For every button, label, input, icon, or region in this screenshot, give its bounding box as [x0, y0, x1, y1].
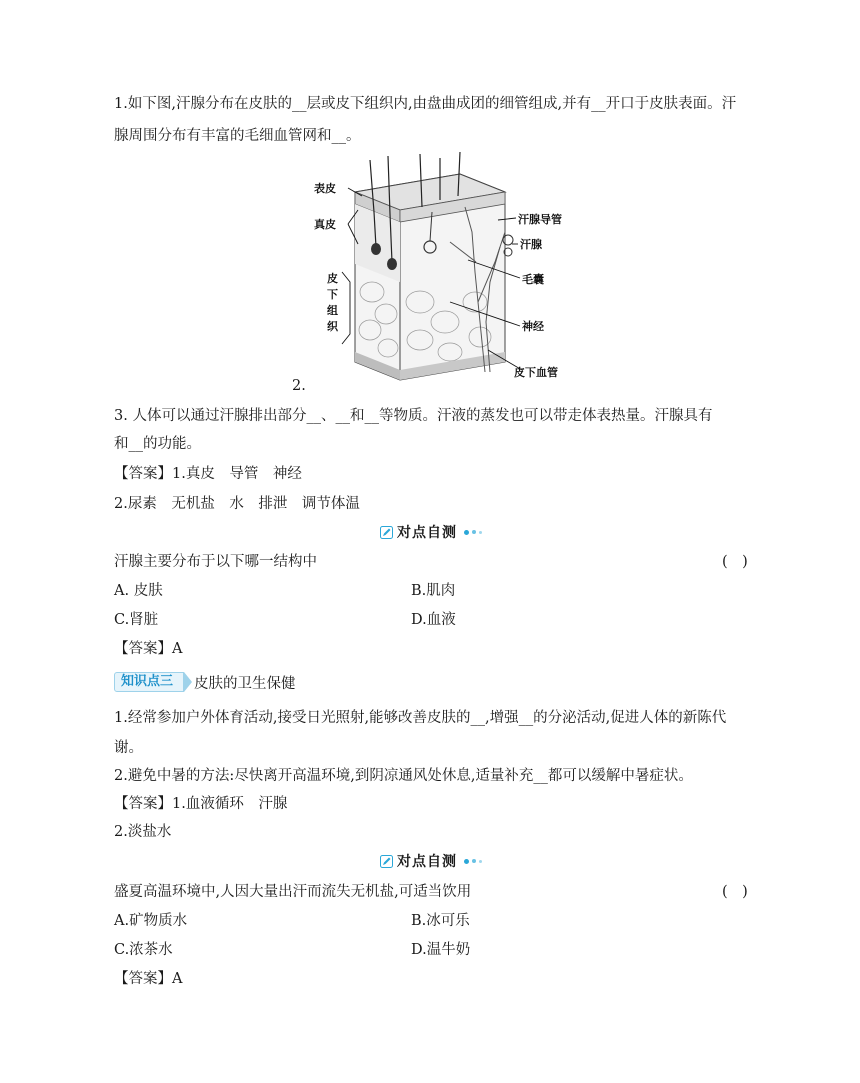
edit-icon: [380, 526, 393, 539]
knowledge-point-title: 皮肤的卫生保健: [194, 675, 296, 692]
edit-icon: [380, 855, 393, 868]
option-a: A. 皮肤: [114, 583, 163, 599]
question-1-line-1: 1.如下图,汗腺分布在皮肤的__层或皮下组织内,由盘曲成团的细管组成,并有__开口于皮肤表面。汗: [114, 96, 737, 112]
answer-line-1: 【答案】1.真皮 导管 神经: [114, 466, 302, 482]
knowledge-point-heading: [114, 672, 296, 692]
section-3-answer-line-1: 【答案】1.血液循环 汗腺: [114, 796, 288, 812]
answer-line-2: 2.尿素 无机盐 水 排泄 调节体温: [114, 496, 360, 512]
question-3-line-1: 3. 人体可以通过汗腺排出部分__、__和__等物质。汗液的蒸发也可以带走体表热量。汗腺具有: [114, 408, 713, 424]
answer-blank-parentheses: ( ): [722, 884, 748, 900]
decorative-dots-icon: [464, 530, 482, 535]
self-test-header: [380, 522, 482, 542]
section-3-para-1-line-1: 1.经常参加户外体育活动,接受日光照射,能够改善皮肤的__,增强__的分泌活动,促进人体的新陈代: [114, 710, 727, 726]
option-c: C.肾脏: [114, 612, 159, 628]
self-test-2-question: 盛夏高温环境中,人因大量出汗而流失无机盐,可适当饮用: [114, 884, 472, 900]
skin-block-drawing: [355, 152, 513, 380]
label-nerve: 神经: [522, 320, 544, 333]
self-test-header: [380, 851, 482, 871]
section-3-para-1-line-2: 谢。: [114, 740, 143, 756]
option-b: B.冰可乐: [411, 913, 470, 929]
option-a: A.矿物质水: [114, 913, 188, 929]
label-sweat-duct: 汗腺导管: [518, 213, 562, 226]
answer-blank-parentheses: ( ): [722, 554, 748, 570]
question-1-line-2: 腺周围分布有丰富的毛细血管网和__。: [114, 128, 361, 144]
self-test-title: 对点自测: [397, 854, 457, 870]
label-sweat-gland: 汗腺: [520, 238, 542, 251]
label-blood-vessel: 皮下血管: [514, 366, 558, 379]
self-test-1-answer: 【答案】A: [114, 641, 183, 657]
option-d: D.温牛奶: [411, 942, 471, 958]
option-d: D.血液: [411, 612, 456, 628]
label-hair-follicle: 毛囊: [522, 273, 544, 286]
option-b: B.肌肉: [411, 583, 456, 599]
label-epidermis: 表皮: [314, 182, 336, 195]
self-test-title: 对点自测: [397, 525, 457, 541]
question-3-line-2: 和__的功能。: [114, 436, 201, 452]
label-subcutaneous-3: 组: [327, 304, 338, 317]
option-c: C.浓茶水: [114, 942, 173, 958]
tag-arrow-icon: [184, 672, 192, 692]
section-3-answer-line-2: 2.淡盐水: [114, 824, 172, 840]
self-test-2-answer: 【答案】A: [114, 971, 183, 987]
figure-number: 2.: [292, 378, 306, 394]
skin-diagram: [300, 152, 580, 392]
section-3-para-2: 2.避免中暑的方法:尽快离开高温环境,到阴凉通风处休息,适量补充__都可以缓解中暑症状。: [114, 768, 693, 784]
label-dermis: 真皮: [314, 218, 336, 231]
label-subcutaneous-2: 下: [327, 288, 338, 301]
label-subcutaneous-1: 皮: [327, 272, 338, 285]
decorative-dots-icon: [464, 859, 482, 864]
label-subcutaneous-4: 织: [327, 320, 338, 333]
self-test-1-question: 汗腺主要分布于以下哪一结构中: [114, 554, 317, 570]
knowledge-point-tag: 知识点三: [114, 672, 184, 692]
skin-structure-figure: [300, 152, 580, 392]
